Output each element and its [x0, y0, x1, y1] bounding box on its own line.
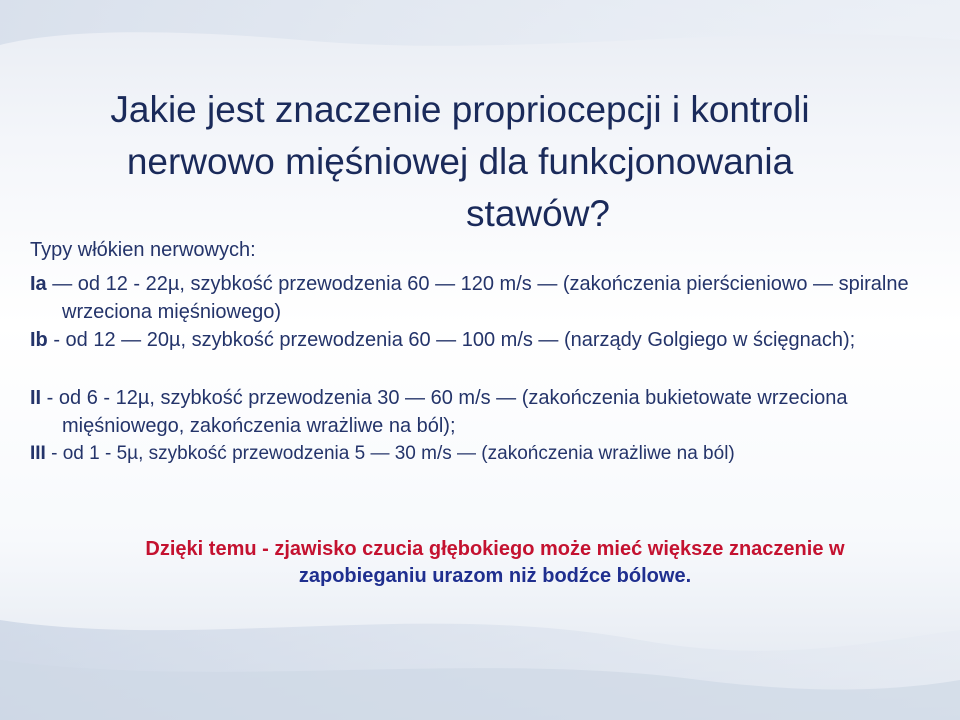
- fiber-type-text: - od 12 — 20µ, szybkość przewodzenia 60 — 100 m/s — (narządy Golgiego w ścięgnach);: [47, 329, 856, 351]
- content-body: [30, 236, 940, 468]
- fiber-type-text: - od 1 - 5µ, szybkość przewodzenia 5 — 30 m/s — (zakończenia wrażliwe na ból): [45, 443, 735, 464]
- fiber-type-label: Ia: [30, 273, 47, 295]
- conclusion-part-2: zapobieganiu urazom niż bodźce bólowe.: [298, 565, 692, 587]
- fiber-type-label: Ib: [30, 329, 48, 351]
- fiber-type-text: — od 12 - 22µ, szybkość przewodzenia 60 — 120 m/s — (zakończenia pierścieniowo — spiralne wrzeciona mięśniowego): [46, 273, 909, 323]
- slide-title: [60, 84, 860, 240]
- title-line-3: stawów?: [466, 193, 610, 234]
- fiber-type-label: III: [30, 443, 46, 464]
- fiber-type-item: [30, 440, 940, 468]
- title-line-2: nerwowo mięśniowej dla funkcjonowania: [126, 141, 794, 182]
- fiber-type-item: [30, 270, 940, 326]
- fiber-type-item: [30, 326, 940, 354]
- conclusion: [60, 536, 930, 590]
- intro-text: Typy włókien nerwowych:: [30, 239, 256, 261]
- fiber-type-label: II: [30, 387, 42, 409]
- fiber-type-item: [30, 384, 940, 440]
- title-line-1: Jakie jest znaczenie propriocepcji i kontroli: [110, 89, 810, 130]
- conclusion-part-1: Dzięki temu - zjawisko czucia głębokiego może mieć większe znaczenie w: [145, 538, 845, 560]
- fiber-type-text: - od 6 - 12µ, szybkość przewodzenia 30 — 60 m/s — (zakończenia bukietowate wrzeciona mięśniowego, zakończenia wrażliwe na ból);: [41, 387, 848, 437]
- spacer: [30, 354, 940, 384]
